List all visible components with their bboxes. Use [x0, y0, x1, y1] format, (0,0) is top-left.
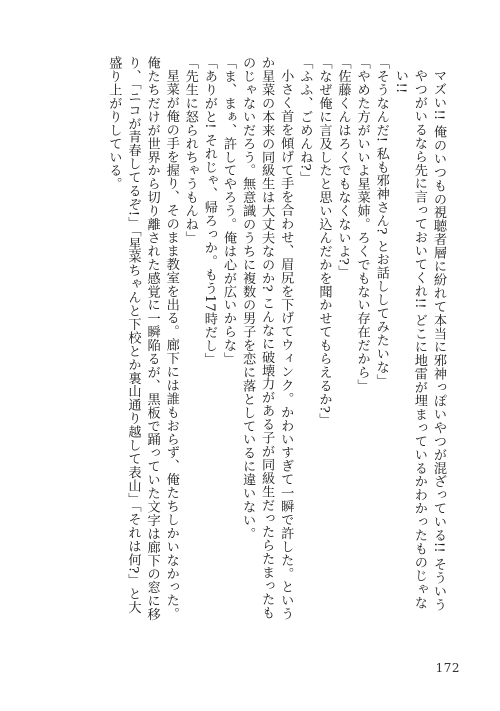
paragraph: マズい!! 俺のいつもの視聴者層に紛れて本当に邪神っぽいやつが混ざっている!! そういうやつがいるなら先に言っておいてくれ!! どこに地雷が埋まっているかわかったものじゃない!! [392, 69, 446, 612]
dialogue-line: 「ま、まぁ、許してやろう。俺は心が広いからな」 [220, 56, 236, 366]
dialogue-line: 「なぜ俺に言及したと思い込んだかを聞かせてもらえるか?」 [316, 56, 332, 427]
dialogue-line: 「そうなんだ! 私も邪神さん? とお話ししてみたいな」 [373, 56, 389, 388]
dialogue-line: 「佐藤くんはろくでもなくないよ?」 [335, 56, 351, 279]
dialogue-line: 「やめた方がいいよ星菜姉。ろくでもない存在だから」 [354, 56, 370, 393]
dialogue-line: 「ふふ、ごめんね?」 [297, 56, 313, 185]
paragraph: 小さく首を傾げて手を合わせ、眉尻を下げてウィンク。かわいすぎて一瞬で許した。というか星菜の本来の同級生は大丈夫なのか? こんなに破壊力がある子が同級生だったらたまったものじゃないだろう。無意識のうちに複数の男子を恋に落としているに違いない。 [240, 56, 294, 621]
page-number: 172 [435, 661, 460, 675]
dialogue-line: 「先生に怒られちゃうもんね」 [182, 56, 198, 245]
paragraph: 星菜が俺の手を握り、そのまま教室を出る。廊下には誰もおらず、俺たちしかいなかった。俺たちだけが世界から切り離された感覚に一瞬陥るが、黒板で踊っていた文字は廊下の窓に移り、「ニコが青春してるぞ!」「星菜ちゃんと下校とか裏山通り越して表山」「それは何?」と大盛り上がりしている。 [106, 56, 179, 621]
vertical-text-body [48, 56, 448, 624]
dialogue-line: 「ありがと! それじゃ、帰ろっか。もう17時だし」 [201, 56, 217, 366]
